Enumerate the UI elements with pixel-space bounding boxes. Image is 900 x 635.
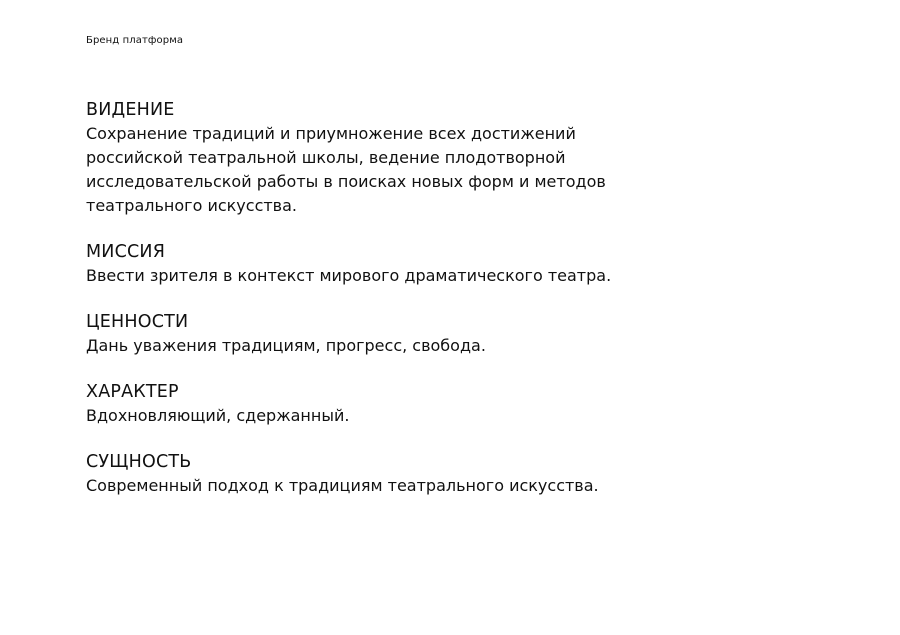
section-title: ВИДЕНИЕ [86,100,175,120]
brand-platform-content [86,98,726,520]
section-character [86,380,726,428]
section-title: ХАРАКТЕР [86,382,179,402]
document-header-label: Бренд платформа [86,35,184,46]
section-title: МИССИЯ [86,242,166,262]
section-text-line: Вдохновляющий, сдержанный. [86,406,350,425]
section-text-line: российской театральной школы, ведение плодотворной [86,148,566,167]
section-text-line: исследовательской работы в поисках новых форм и методов [86,172,606,191]
section-essence [86,450,726,498]
section-vision [86,98,726,218]
section-text-line: театрального искусства. [86,196,297,215]
section-text-line: Сохранение традиций и приумножение всех достижений [86,124,576,143]
section-values [86,310,726,358]
section-title: ЦЕННОСТИ [86,312,189,332]
section-title: СУЩНОСТЬ [86,452,192,472]
section-mission [86,240,726,288]
section-text-line: Ввести зрителя в контекст мирового драматического театра. [86,266,612,285]
section-text-line: Дань уважения традициям, прогресс, свобода. [86,336,486,355]
section-text-line: Современный подход к традициям театрального искусства. [86,476,599,495]
